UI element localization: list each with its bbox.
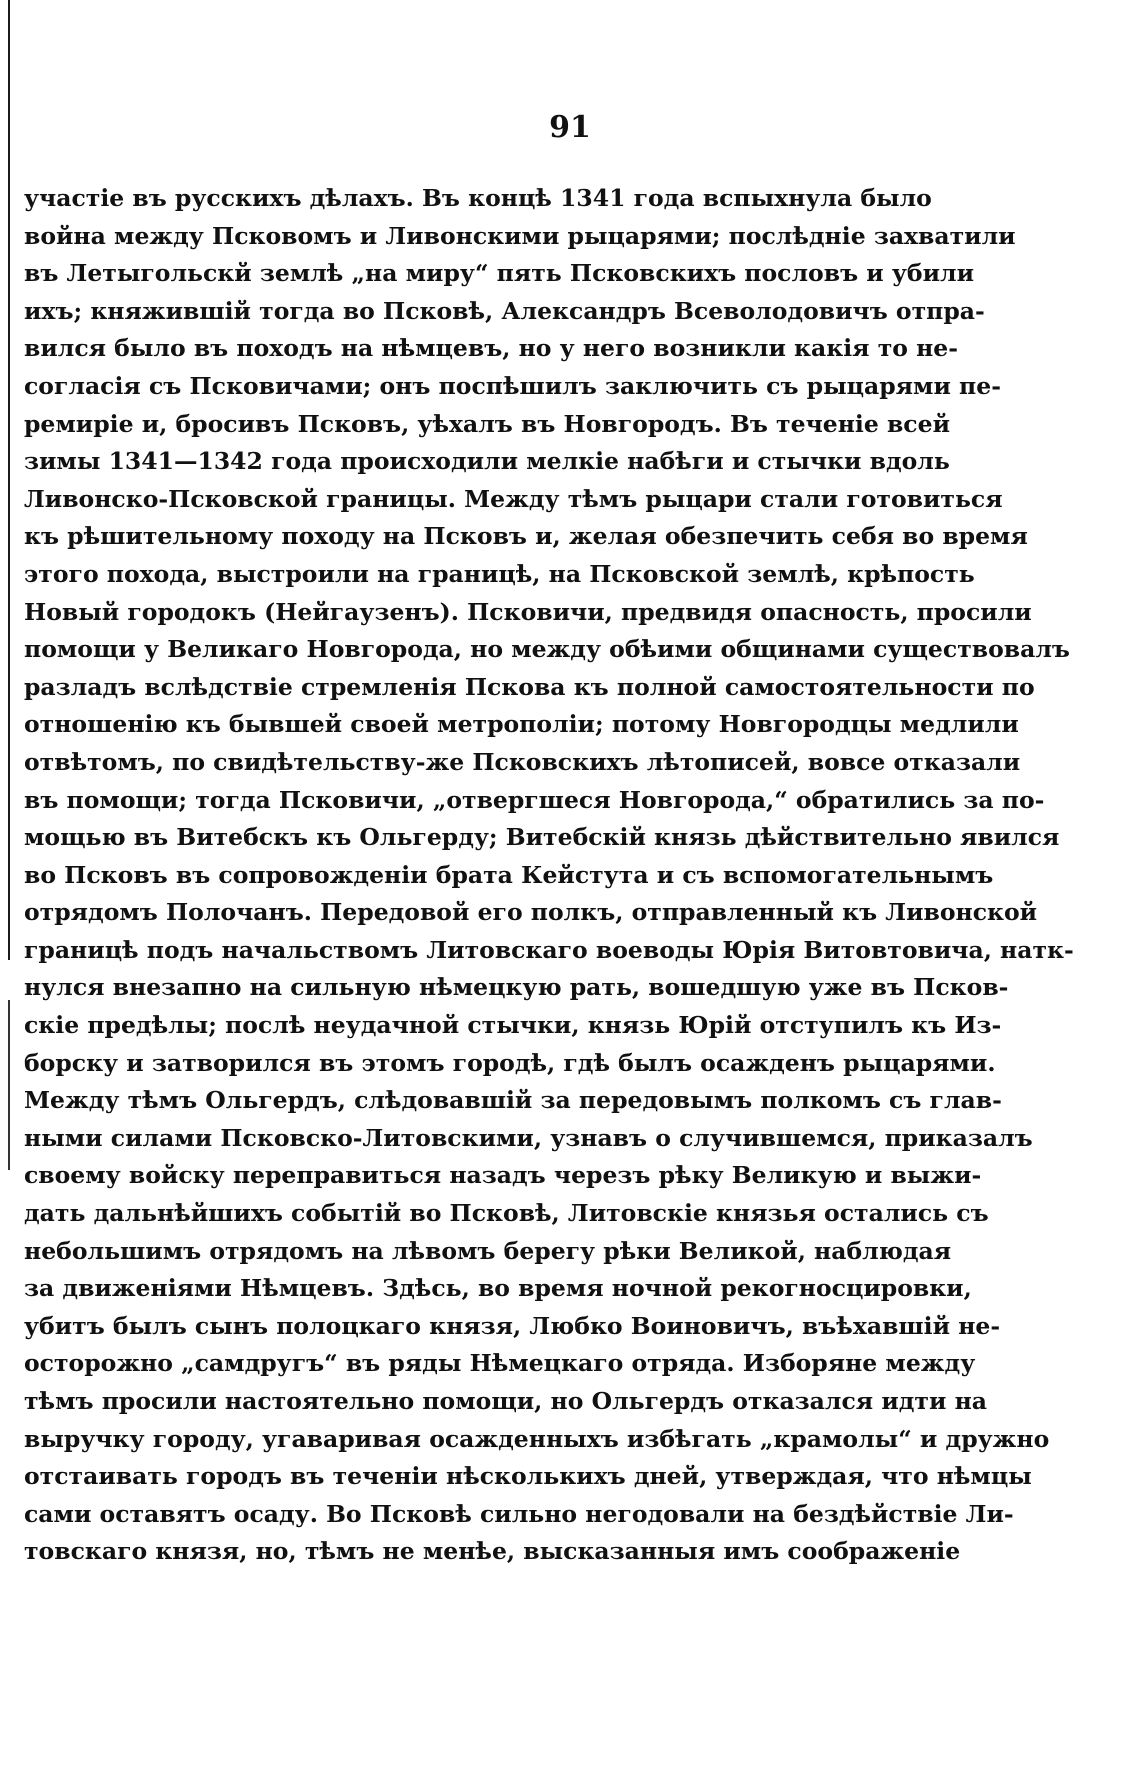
text-line: дать дальнѣйшихъ событій во Псковѣ, Литовскіе князья остались съ	[24, 1199, 989, 1228]
text-line: отвѣтомъ, по свидѣтельству-же Псковскихъ лѣтописей, вовсе отказали	[24, 747, 1021, 776]
text-line: борску и затворился въ этомъ городѣ, гдѣ былъ осажденъ рыцарями.	[24, 1048, 996, 1077]
text-line: отношенію къ бывшей своей метрополіи; потому Новгородцы медлили	[24, 710, 1019, 739]
text-line: своему войску переправиться назадъ черезъ рѣку Великую и выжи-	[24, 1161, 982, 1190]
text-line: выручку городу, угаваривая осажденныхъ избѣгать „крамолы“ и дружно	[24, 1424, 1050, 1453]
text-line: скіе предѣлы; послѣ неудачной стычки, князь Юрій отступилъ къ Из-	[24, 1011, 1002, 1040]
text-line: война между Псковомъ и Ливонскими рыцарями; послѣдніе захватили	[24, 221, 1016, 250]
page-number: 91	[549, 110, 591, 145]
text-line: небольшимъ отрядомъ на лѣвомъ берегу рѣки Великой, наблюдая	[24, 1236, 952, 1265]
text-line: зимы 1341—1342 года происходили мелкіе набѣги и стычки вдоль	[24, 447, 950, 476]
text-line: сами оставятъ осаду. Во Псковѣ сильно негодовали на бездѣйствіе Ли-	[24, 1499, 1014, 1528]
text-line: отрядомъ Полочанъ. Передовой его полкъ, отправленный къ Ливонской	[24, 898, 1038, 927]
text-line: въ помощи; тогда Псковичи, „отвергшеся Новгорода,“ обратились за по-	[24, 785, 1045, 814]
text-line: ихъ; княжившій тогда во Псковѣ, Александръ Всеволодовичъ отпра-	[24, 296, 985, 325]
text-line: во Псковъ въ сопровожденіи брата Кейстута и съ вспомогательнымъ	[24, 860, 994, 889]
text-line: Между тѣмъ Ольгердъ, слѣдовавшій за передовымъ полкомъ съ глав-	[24, 1086, 1002, 1115]
text-line: мощью въ Витебскъ къ Ольгерду; Витебскій князь дѣйствительно явился	[24, 823, 1060, 852]
text-line: убитъ былъ сынъ полоцкаго князя, Любко Воиновичъ, въѣхавшій не-	[24, 1311, 1001, 1340]
text-line: товскаго князя, но, тѣмъ не менѣе, высказанныя имъ соображеніе	[24, 1537, 961, 1566]
text-line: помощи у Великаго Новгорода, но между обѣими общинами существовалъ	[24, 635, 1070, 664]
text-line: согласія съ Псковичами; онъ поспѣшилъ заключить съ рыцарями пе-	[24, 371, 1001, 400]
text-line: къ рѣшительному походу на Псковъ и, желая обезпечить себя во время	[24, 522, 1028, 551]
text-line: этого похода, выстроили на границѣ, на Псковской землѣ, крѣпость	[24, 559, 975, 588]
text-line: за движеніями Нѣмцевъ. Здѣсь, во время ночной рекогносцировки,	[24, 1274, 972, 1303]
text-line: нулся внезапно на сильную нѣмецкую рать, вошедшую уже въ Псков-	[24, 973, 1009, 1002]
text-line: осторожно „самдругъ“ въ ряды Нѣмецкаго отряда. Изборяне между	[24, 1349, 976, 1378]
text-line: ремиріе и, бросивъ Псковъ, уѣхалъ въ Новгородъ. Въ теченіе всей	[24, 409, 951, 438]
scan-edge-line-lower	[8, 1000, 10, 1170]
text-line: ными силами Псковско-Литовскими, узнавъ о случившемся, приказалъ	[24, 1123, 1033, 1152]
text-line: Ливонско-Псковской границы. Между тѣмъ рыцари стали готовиться	[24, 484, 1003, 513]
text-line: Новый городокъ (Нейгаузенъ). Псковичи, предвидя опасность, просили	[24, 597, 1032, 626]
text-line: вился было въ походъ на нѣмцевъ, но у него возникли какія то не-	[24, 334, 959, 363]
text-line: участіе въ русскихъ дѣлахъ. Въ концѣ 1341 года вспыхнула было	[24, 184, 932, 212]
text-line: въ Летыгольскй землѣ „на миру“ пять Псковскихъ пословъ и убили	[24, 259, 975, 288]
text-line: тѣмъ просили настоятельно помощи, но Ольгердъ отказался идти на	[24, 1387, 988, 1415]
text-line: границѣ подъ начальствомъ Литовскаго воеводы Юрія Витовтовича, натк-	[24, 935, 1074, 964]
body-text	[24, 180, 1074, 1571]
text-line: разладъ вслѣдствіе стремленія Пскова къ полной самостоятельности по	[24, 672, 1035, 701]
text-line: отстаивать городъ въ теченіи нѣсколькихъ дней, утверждая, что нѣмцы	[24, 1462, 1032, 1491]
